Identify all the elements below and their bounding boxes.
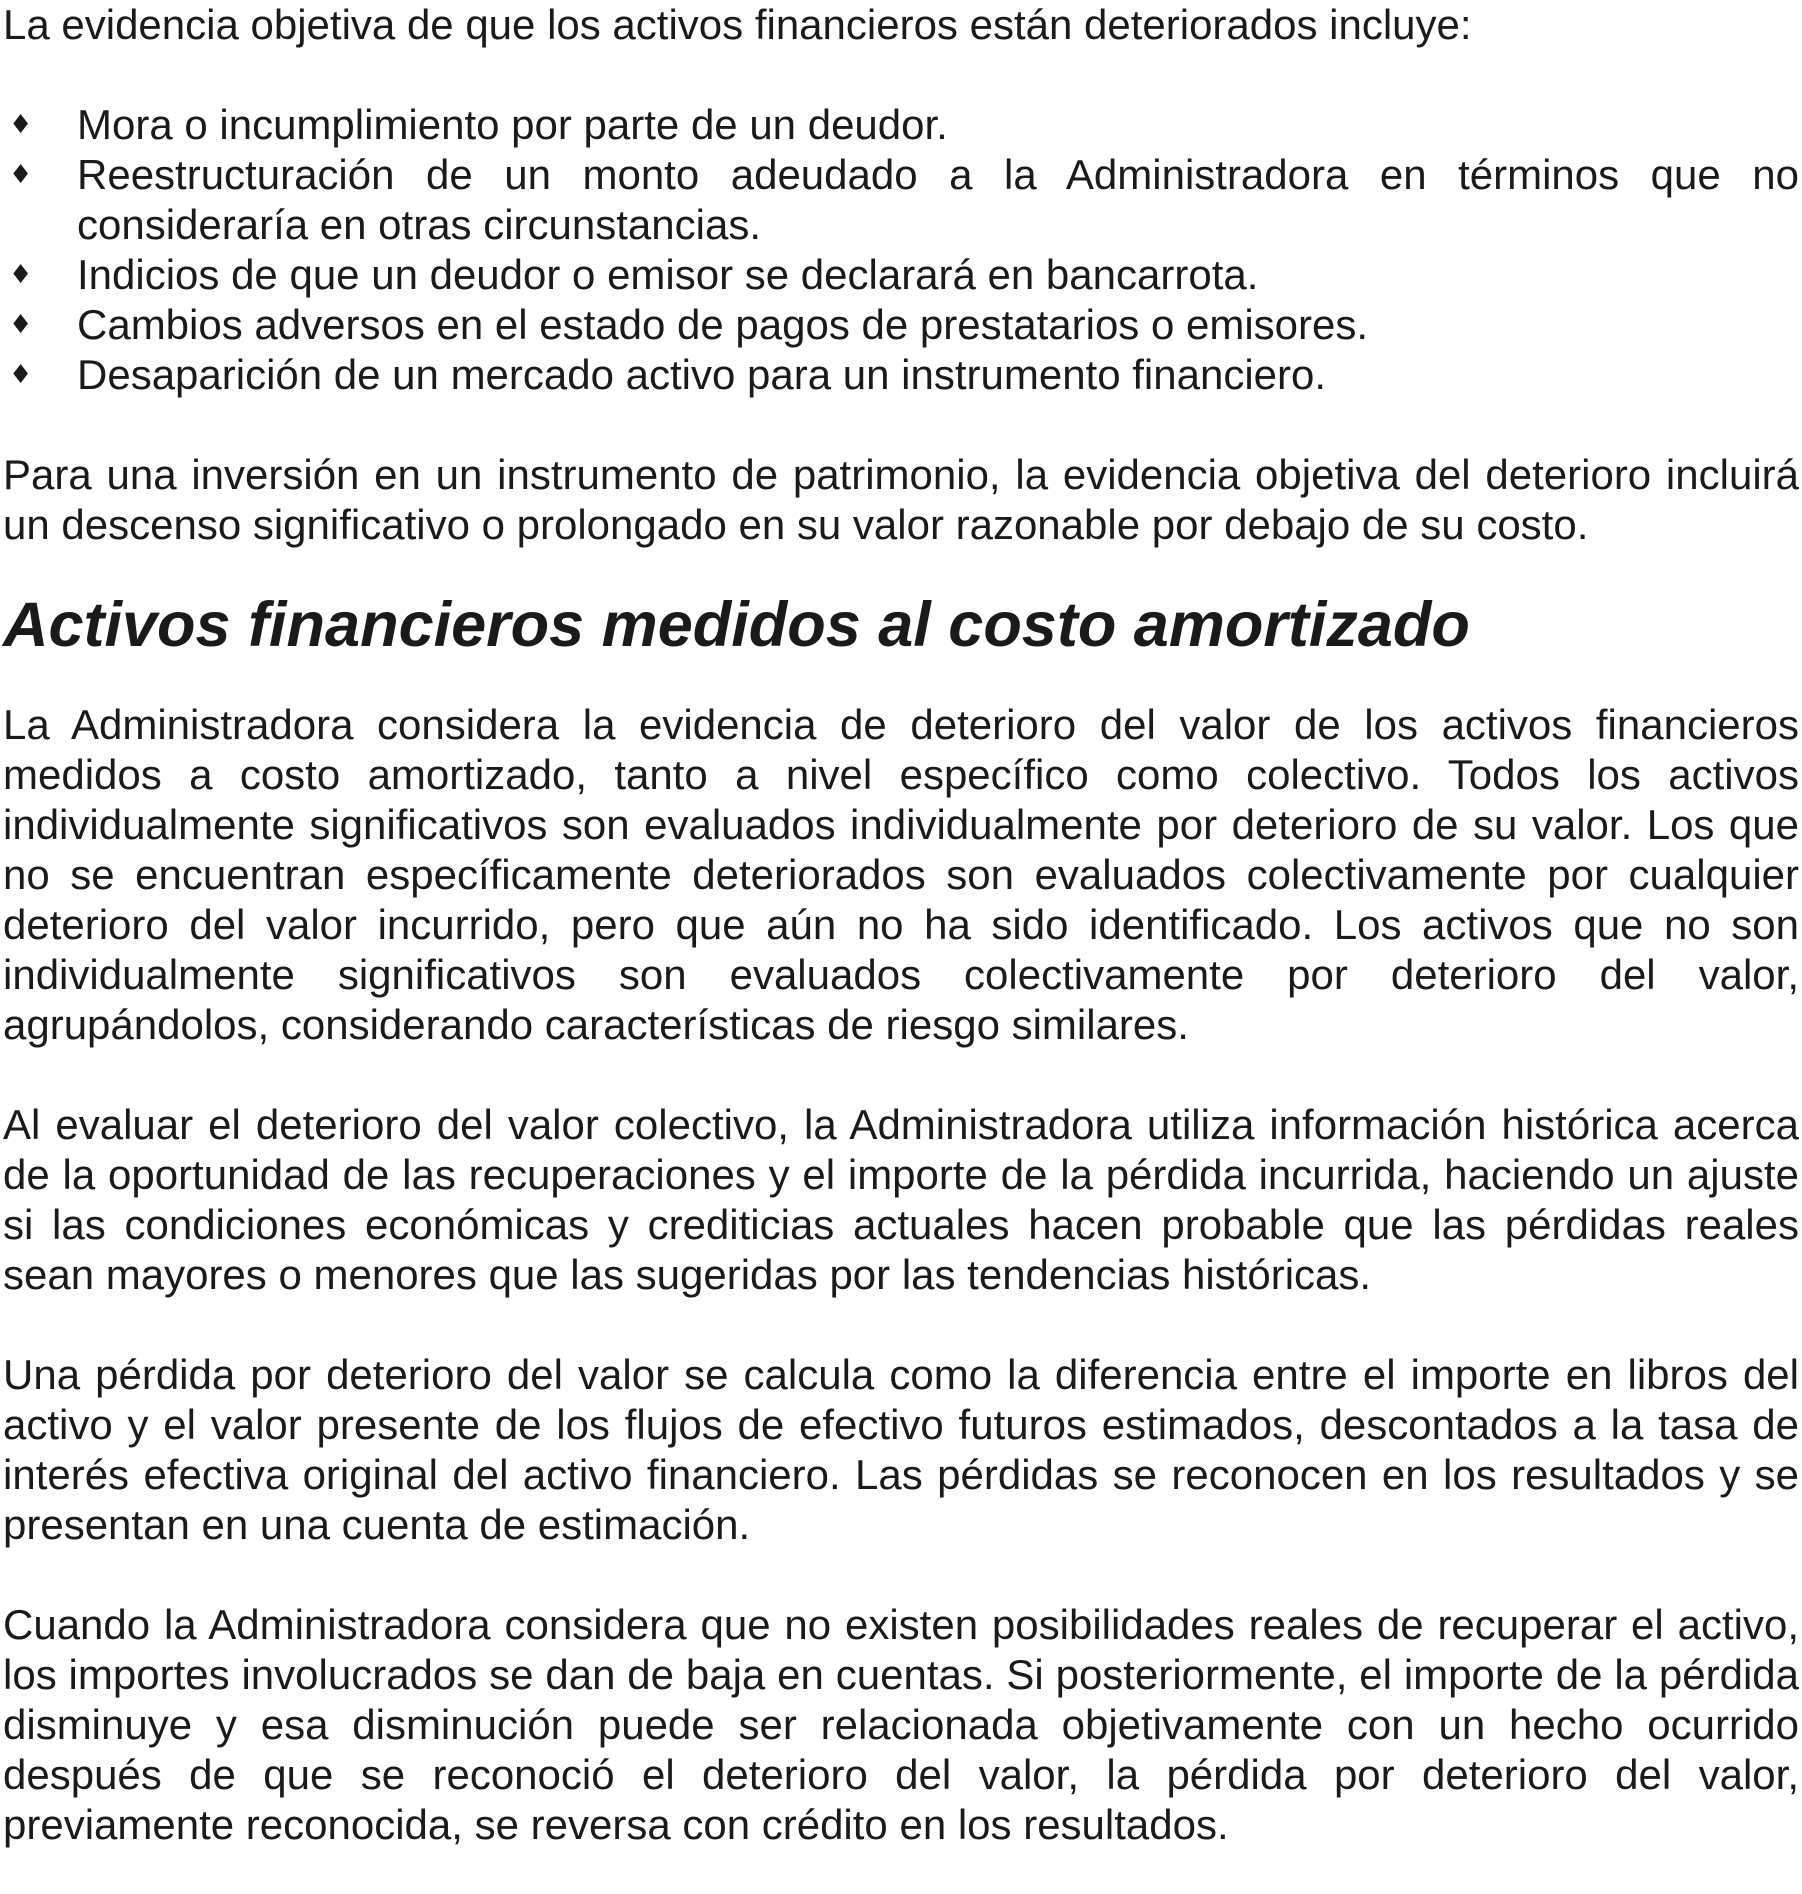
list-item xyxy=(3,150,1799,250)
diamond-bullet-icon: ♦ xyxy=(9,260,33,290)
document-page xyxy=(3,0,1799,1850)
intro-paragraph: La evidencia objetiva de que los activos financieros están deteriorados incluye: xyxy=(3,1,1472,48)
section-heading: Activos financieros medidos al costo amortizado xyxy=(3,590,1470,660)
spacer xyxy=(3,400,1799,450)
diamond-bullet-icon: ♦ xyxy=(9,110,33,140)
list-item xyxy=(3,250,1799,300)
list-item-text: Reestructuración de un monto adeudado a la Administradora en términos que no consideraría en otras circunstancias. xyxy=(77,151,1799,248)
spacer xyxy=(3,1550,1799,1600)
list-item-text: Indicios de que un deudor o emisor se declarará en bancarrota. xyxy=(77,251,1259,298)
spacer xyxy=(3,1050,1799,1100)
diamond-bullet-icon: ♦ xyxy=(9,160,33,190)
list-item xyxy=(3,300,1799,350)
evidence-list xyxy=(3,100,1799,400)
spacer xyxy=(3,1300,1799,1350)
diamond-bullet-icon: ♦ xyxy=(9,310,33,340)
body-paragraph: La Administradora considera la evidencia de deterioro del valor de los activos financieros medidos a costo amortizado, tanto a nivel específico como colectivo. Todos los activos individualmente significativos son evaluados individualmente por deterioro de su valor. Los que no se encuentran específicamente deteriorados son evaluados colectivamente por cualquier deterioro del valor incurrido, pero que aún no ha sido identificado. Los activos que no son individualmente significativos son evaluados colectivamente por deterioro del valor, agrupándolos, considerando características de riesgo similares. xyxy=(3,701,1799,1048)
list-item-text: Cambios adversos en el estado de pagos de prestatarios o emisores. xyxy=(77,301,1369,348)
equity-paragraph: Para una inversión en un instrumento de patrimonio, la evidencia objetiva del deterioro incluirá un descenso significativo o prolongado en su valor razonable por debajo de su costo. xyxy=(3,451,1799,548)
spacer xyxy=(3,50,1799,100)
list-item xyxy=(3,100,1799,150)
diamond-bullet-icon: ♦ xyxy=(9,360,33,390)
list-item-text: Desaparición de un mercado activo para un instrumento financiero. xyxy=(77,351,1327,398)
list-item xyxy=(3,350,1799,400)
body-paragraph: Al evaluar el deterioro del valor colectivo, la Administradora utiliza información histórica acerca de la oportunidad de las recuperaciones y el importe de la pérdida incurrida, haciendo un ajuste si las condiciones económicas y crediticias actuales hacen probable que las pérdidas reales sean mayores o menores que las sugeridas por las tendencias históricas. xyxy=(3,1101,1799,1298)
body-paragraph: Una pérdida por deterioro del valor se calcula como la diferencia entre el importe en libros del activo y el valor presente de los flujos de efectivo futuros estimados, descontados a la tasa de interés efectiva original del activo financiero. Las pérdidas se reconocen en los resultados y se presentan en una cuenta de estimación. xyxy=(3,1351,1799,1548)
list-item-text: Mora o incumplimiento por parte de un deudor. xyxy=(77,101,948,148)
body-paragraph: Cuando la Administradora considera que no existen posibilidades reales de recuperar el activo, los importes involucrados se dan de baja en cuentas. Si posteriormente, el importe de la pérdida disminuye y esa disminución puede ser relacionada objetivamente con un hecho ocurrido después de que se reconoció el deterioro del valor, la pérdida por deterioro del valor, previamente reconocida, se reversa con crédito en los resultados. xyxy=(3,1601,1799,1848)
